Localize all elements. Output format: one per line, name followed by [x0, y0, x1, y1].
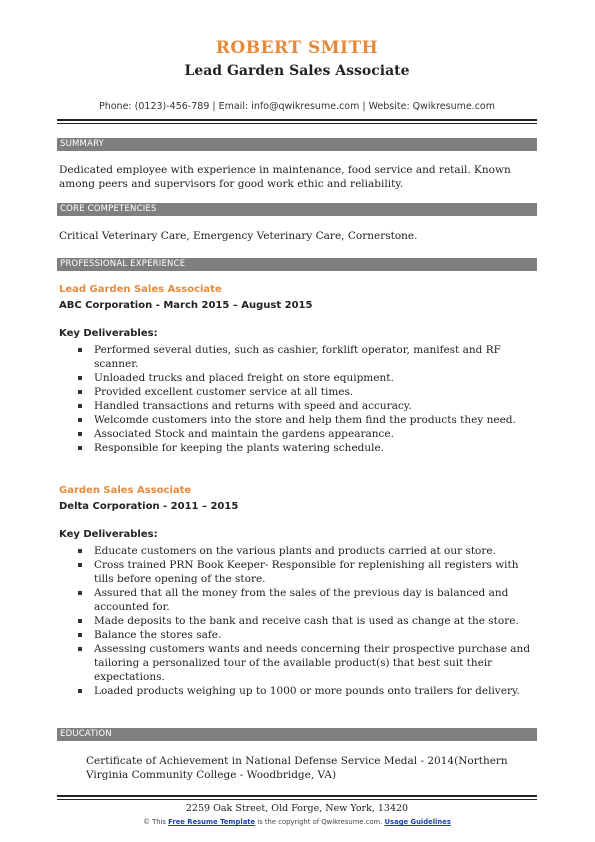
copyright-prefix: © This — [143, 818, 169, 826]
usage-guidelines-link[interactable]: Usage Guidelines — [384, 818, 451, 826]
copyright-middle: is the copyright of Qwikresume.com. — [255, 818, 385, 826]
list-item: Educate customers on the various plants and products carried at our store. — [57, 544, 537, 558]
section-header-experience: PROFESSIONAL EXPERIENCE — [57, 258, 537, 271]
section-header-summary: SUMMARY — [57, 138, 537, 151]
footer-divider-thick — [57, 795, 537, 797]
competencies-text: Critical Veterinary Care, Emergency Veterinary Care, Cornerstone. — [59, 230, 418, 242]
list-item: Cross trained PRN Book Keeper- Responsible for replenishing all registers with tills before opening of the store. — [57, 558, 537, 586]
list-item: Welcomde customers into the store and help them find the products they need. — [57, 413, 537, 427]
contact-line: Phone: (0123)-456-789 | Email: info@qwikresume.com | Website: Qwikresume.com — [99, 101, 495, 112]
footer-address: 2259 Oak Street, Old Forge, New York, 13420 — [185, 803, 409, 814]
list-item: Assured that all the money from the sales of the previous day is balanced and accounted for. — [57, 586, 537, 614]
job-bullets — [57, 544, 537, 698]
header-divider-thin — [57, 123, 537, 124]
candidate-role: Lead Garden Sales Associate — [184, 63, 410, 79]
job-company: Delta Corporation - 2011 – 2015 — [59, 501, 239, 512]
summary-text: Dedicated employee with experience in maintenance, food service and retail. Known among peers and supervisors for good work ethic and reliability. — [59, 164, 511, 190]
list-item: Made deposits to the bank and receive cash that is used as change at the store. — [57, 614, 537, 628]
list-item: Balance the stores safe. — [57, 628, 537, 642]
list-item: Associated Stock and maintain the gardens appearance. — [57, 427, 537, 441]
candidate-name: ROBERT SMITH — [215, 38, 379, 58]
list-item: Unloaded trucks and placed freight on store equipment. — [57, 371, 537, 385]
list-item: Assessing customers wants and needs concerning their prospective purchase and tailoring a personalized tour of the available product(s) that best suit their expectations. — [57, 642, 537, 684]
list-item: Performed several duties, such as cashier, forklift operator, manifest and RF scanner. — [57, 343, 537, 371]
education-text: Certificate of Achievement in National Defense Service Medal - 2014(Northern Virginia Community College - Woodbridge, VA) — [86, 755, 508, 781]
list-item: Provided excellent customer service at all times. — [57, 385, 537, 399]
free-resume-template-link[interactable]: Free Resume Template — [168, 818, 256, 826]
key-deliverables-label: Key Deliverables: — [59, 328, 158, 339]
job-title: Lead Garden Sales Associate — [59, 284, 222, 295]
key-deliverables-label: Key Deliverables: — [59, 529, 158, 540]
list-item: Loaded products weighing up to 1000 or more pounds onto trailers for delivery. — [57, 684, 537, 698]
section-header-education: EDUCATION — [57, 728, 537, 741]
list-item: Handled transactions and returns with speed and accuracy. — [57, 399, 537, 413]
footer-copyright — [57, 818, 537, 826]
job-title: Garden Sales Associate — [59, 485, 192, 496]
job-bullets — [57, 343, 537, 455]
header-divider-thick — [57, 119, 537, 121]
section-header-competencies: CORE COMPETENCIES — [57, 203, 537, 216]
list-item: Responsible for keeping the plants watering schedule. — [57, 441, 537, 455]
job-company: ABC Corporation - March 2015 – August 2015 — [59, 300, 313, 311]
footer-divider-thin — [57, 799, 537, 800]
